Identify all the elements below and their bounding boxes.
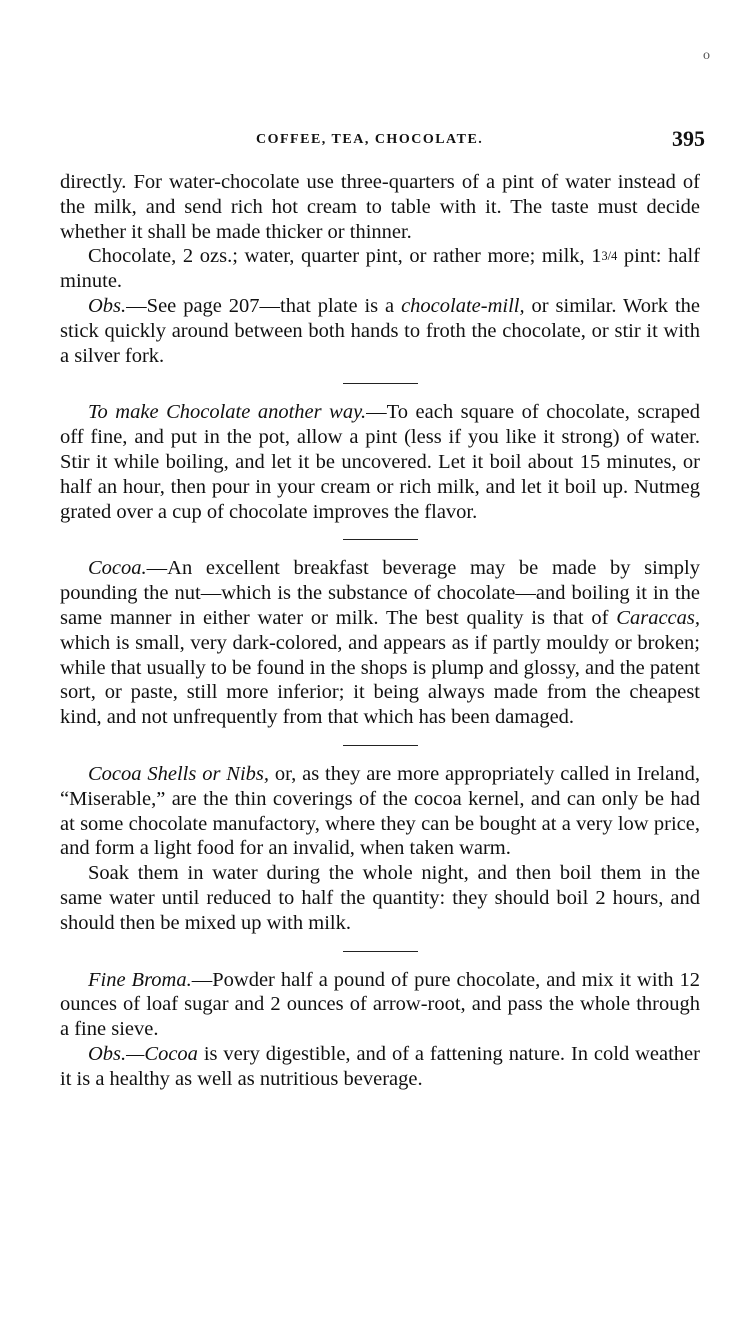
recipe-text: or, as they are more appropriately called in Ireland, “Miserable,” are the thin coverings of the cocoa kernel, and can only be had at some chocolate manufactory, where they can be bought at a very low price, and form a light food for an invalid, when taken warm.	[60, 762, 700, 860]
recipe-title: Fine Broma.	[88, 968, 192, 991]
paragraph-cocoa	[60, 556, 700, 730]
paragraph-soak-nibs: Soak them in water during the whole night, and then boil them in the same water until reduced to half the quantity: they should boil 2 hours, and should then be mixed up with milk.	[60, 862, 700, 934]
corner-mark: o	[703, 48, 710, 63]
paragraph-chocolate-another-way	[60, 400, 700, 524]
quantities-text: Chocolate, 2 ozs.; water, quarter pint, or rather more; milk, 1	[88, 245, 602, 268]
obs-italic-term: Cocoa	[144, 1042, 198, 1065]
recipe-text: —Powder half a pound of pure chocolate, and mix it with 12 ounces of loaf sugar and 2 ounces of arrow-root, and pass the whole through a fine sieve.	[60, 968, 700, 1041]
paragraph-water-chocolate: directly. For water-chocolate use three-quarters of a pint of water instead of the milk, and send rich hot cream to table with it. The taste must decide whether it shall be made thicker or thinner.	[60, 171, 700, 243]
recipe-title: Cocoa.	[88, 557, 147, 580]
obs-text: is very digestible, and of a fattening nature. In cold weather it is a healthy as well as nutritious beverage.	[60, 1042, 700, 1090]
quantities-text-end: pint: half minute.	[60, 245, 700, 293]
paragraph-fine-broma	[60, 968, 700, 1042]
recipe-text: —To each square of chocolate, scraped off fine, and put in the pot, allow a pint (less if you like it strong) of water. Stir it while boiling, and let it be uncovered. Let it boil about 15 minutes, or half an hour, then pour in your cream or rich milk, and let it boil up. Nutmeg grated over a cup of chocolate improves the flavor.	[60, 401, 700, 523]
paragraph-chocolate-quantities	[60, 244, 700, 294]
paragraph-obs-cocoa	[60, 1042, 700, 1092]
recipe-title: Cocoa Shells or Nibs,	[88, 762, 270, 785]
section-divider	[343, 539, 418, 540]
recipe-text: —An excellent breakfast beverage may be made by simply pounding the nut—which is the substance of chocolate—and boiling it in the same manner in either water or milk. The best quality is that of	[60, 557, 700, 629]
obs-italic-term: chocolate-mill,	[401, 294, 525, 317]
section-divider	[343, 383, 418, 384]
fraction: 3/4	[601, 249, 618, 264]
recipe-text-end: which is small, very dark-colored, and appears as if partly mouldy or broken; while that usually to be found in the shops is plump and glossy, and the patent sort, or paste, still more inferior; it being always made from the cheapest kind, and not unfrequently from that which has been damaged.	[60, 631, 700, 729]
page-header	[60, 126, 705, 156]
section-divider	[343, 951, 418, 952]
paragraph-cocoa-shells	[60, 762, 700, 861]
running-head: COFFEE, TEA, CHOCOLATE.	[256, 132, 484, 147]
obs-lead: Obs.—	[88, 1042, 145, 1065]
obs-text-end: or similar. Work the stick quickly around between both hands to froth the chocolate, or stir it with a silver fork.	[60, 294, 700, 367]
page-body	[60, 170, 700, 1092]
section-divider	[343, 745, 418, 746]
paragraph-obs-chocolate-mill	[60, 294, 700, 368]
page-number: 395	[672, 126, 705, 151]
obs-lead: Obs.	[88, 294, 127, 317]
obs-text: —See page 207—that plate is a	[126, 294, 402, 317]
recipe-title: To make Chocolate another way.	[88, 401, 367, 424]
italic-term: Caraccas,	[616, 606, 700, 629]
